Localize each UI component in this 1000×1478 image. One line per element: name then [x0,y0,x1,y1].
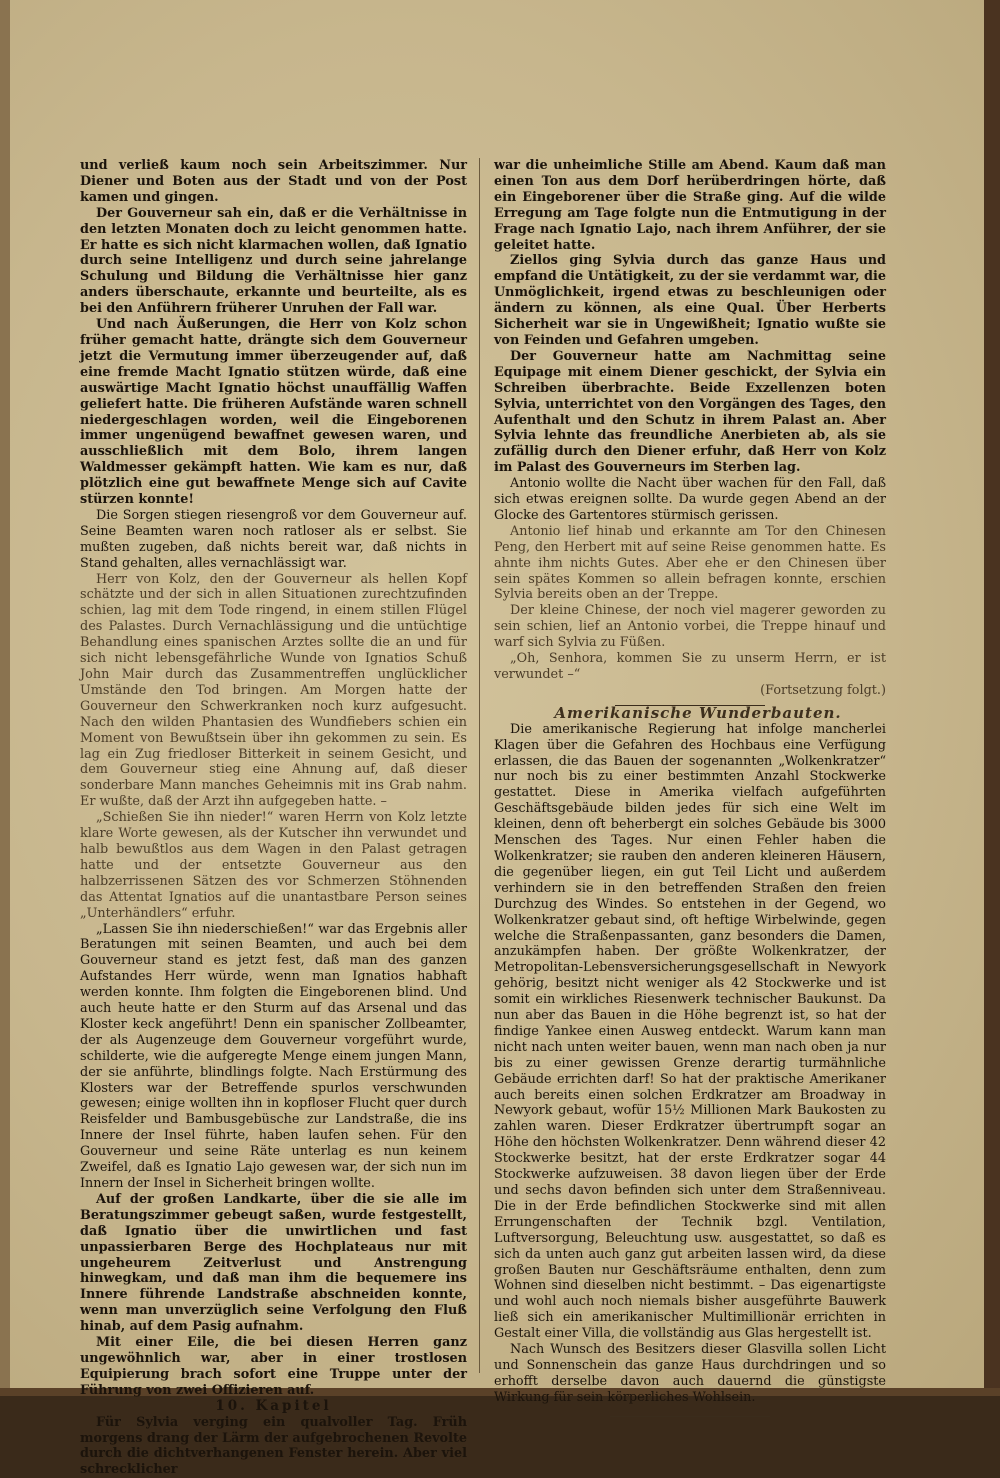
serial-paragraph: Antonio lief hinab und erkannte am Tor den Chinesen Peng, den Herbert mit auf seine Reise genommen hatte. Es ahnte ihm nichts Gutes. Aber ehe er den Chinesen über sein spätes Kommen so allein befragen konnte, erschien Sylvia bereits oben an der Treppe. [494,523,886,603]
left-column [80,158,467,1478]
chapter-opening-paragraph: Für Sylvia verging ein qualvoller Tag. Früh morgens drang der Lärm der aufgebrochenen Revolte durch die dichtverhangenen Fenster herein. Aber viel schrecklicher [80,1414,467,1478]
article-title: Amerikanische Wunderbauten. [554,703,842,722]
chapter-heading: 10. Kapitel [215,1397,332,1414]
serial-paragraph: Der Gouverneur hatte am Nachmittag seine Equipage mit einem Diener geschickt, der Sylvia ein Schreiben überbrachte. Beide Exzellenzen boten Sylvia, unterrichtet von den Vorgängen des Tages, den Aufenthalt und den Schutz in ihrem Palast an. Aber Sylvia lehnte das freundliche Anerbieten ab, als sie zufällig durch den Diener erfuhr, daß Herr von Kolz im Palast des Gouverneurs im Sterben lag. [494,348,886,476]
serial-paragraph: war die unheimliche Stille am Abend. Kaum daß man einen Ton aus dem Dorf herüberdringen hörte, daß ein Eingeborener über die Straße ging. Auf die wilde Erregung am Tage folgte nun die Entmutigung in der Frage nach Ignatio Lajo, nach ihrem Anführer, der sie geleitet hatte. [494,158,886,253]
continuation-note: (Fortsetzung folgt.) [760,682,886,698]
serial-paragraph: „Oh, Senhora, kommen Sie zu unserm Herrn, er ist verwundet –“ [494,651,886,682]
page-left-edge [0,0,10,1396]
page-right-edge [984,0,1000,1396]
serial-paragraph: Und nach Äußerungen, die Herr von Kolz schon früher gemacht hatte, drängte sich dem Gouverneur jetzt die Vermutung immer überzeugender auf, daß eine fremde Macht Ignatio stützen würde, daß eine auswärtige Macht Ignatio höchst unauffällig Waffen geliefert hatte. Die früheren Aufstände waren schnell niedergeschlagen worden, weil die Eingeborenen immer ungenügend bewaffnet gewesen waren, und ausschließlich mit dem Bolo, ihrem langen Waldmesser gekämpft hatten. Wie kam es nur, daß plötzlich eine gut bewaffnete Menge sich auf Cavite stürzen konnte! [80,317,467,508]
serial-paragraph: Auf der großen Landkarte, über die sie alle im Beratungszimmer gebeugt saßen, wurde festgestellt, daß Ignatio über die unwirtlichen und fast unpassierbaren Berge des Hochplateaus nur mit ungeheurem Zeitverlust und Anstrengung hinwegkam, und daß man ihm die bequemere ins Innere führende Landstraße abschneiden konnte, wenn man unverzüglich seine Verfolgung den Fluß hinab, auf dem Pasig aufnahm. [80,1191,467,1335]
serial-paragraph: Der kleine Chinese, der noch viel magerer geworden zu sein schien, lief an Antonio vorbei, die Treppe hinauf und warf sich Sylvia zu Füßen. [494,603,886,651]
right-column [494,158,886,1417]
article-paragraph: Nach Wunsch des Besitzers dieser Glasvilla sollen Licht und Sonnenschein das ganze Haus durchdringen und so erhofft derselbe davon auch dauernd die günstigste Wirkung für sein körperliches Wohlsein. [494,1342,886,1405]
serial-paragraph: „Lassen Sie ihn niederschießen!“ war das Ergebnis aller Beratungen mit seinen Beamten, und auch bei dem Gouverneur stand es jetzt fest, daß man des ganzen Aufstandes Herr würde, wenn man Ignatios habhaft werden konnte. Ihm folgten die Eingeborenen blind. Und auch heute hatte er den Sturm auf das Arsenal und das Kloster keck angeführt! Denn ein spanischer Zollbeamter, der als Augenzeuge dem Gouverneur vorgeführt wurde, schilderte, wie die aufgeregte Menge einem jungen Mann, der sie anführte, blindlings folgte. Nach Erstürmung des Klosters war der Betreffende spurlos verschwunden gewesen; einige wollten ihn in kopfloser Flucht quer durch Reisfelder und Bambusgebüsche zur Landstraße, die ins Innere der Insel führte, haben laufen sehen. Für den Gouverneur und seine Räte unterlag es nun keinem Zweifel, daß es Ignatio Lajo gewesen war, der sich nun im Innern der Insel in Sicherheit bringen wollte. [80,921,467,1191]
serial-paragraph: und verließ kaum noch sein Arbeitszimmer. Nur Diener und Boten aus der Stadt und von der Post kamen und gingen. [80,158,467,205]
serial-paragraph: Antonio wollte die Nacht über wachen für den Fall, daß sich etwas ereignen sollte. Da wurde gegen Abend an der Glocke des Gartentores stürmisch gerissen. [494,476,886,523]
serial-paragraph: Herr von Kolz, den der Gouverneur als hellen Kopf schätzte und der sich in allen Situationen zurechtzufinden schien, lag mit dem Tode ringend, in einem stillen Flügel des Palastes. Durch Vernachlässigung und die untüchtige Behandlung eines spanischen Arztes sollte die an und für sich nicht lebensgefährliche Wunde von Ignatios Schuß John Mair durch das Zusammentreffen unglücklicher Umstände den Tod bringen. Am Morgen hatte der Gouverneur den Schwerkranken noch kurz aufgesucht. Nach den wilden Phantasien des Wundfiebers schien ein Moment von Bewußtsein über ihn gekommen zu sein. Es lag ein Zug friedloser Bitterkeit in seinem Gesicht, und dem Gouverneur stieg eine Ahnung auf, daß dieser sonderbare Mann manches Geheimnis mit ins Grab nahm. Er wußte, daß der Arzt ihn aufgegeben hatte. – [80,571,467,810]
column-divider [479,158,480,1373]
serial-paragraph: Ziellos ging Sylvia durch das ganze Haus und empfand die Untätigkeit, zu der sie verdammt war, die Unmöglichkeit, irgend etwas zu beschleunigen oder ändern zu können, als eine Qual. Über Herberts Sicherheit war sie in Ungewißheit; Ignatio wußte sie von Feinden und Gefahren umgeben. [494,253,886,348]
serial-paragraph: „Schießen Sie ihn nieder!“ waren Herrn von Kolz letzte klare Worte gewesen, als der Kutscher ihn verwundet und halb bewußtlos aus dem Wagen in den Palast getragen hatte und der entsetzte Gouverneur aus den halbzerrissenen Sätzen des vor Schmerzen Stöhnenden das Attentat Ignatios auf die unantastbare Person seines „Unterhändlers“ erfuhr. [80,810,467,921]
article-paragraph: Die amerikanische Regierung hat infolge mancherlei Klagen über die Gefahren des Hochbaus eine Verfügung erlassen, die das Bauen der sogenannten „Wolkenkratzer“ nur noch bis zu einer bestimmten Anzahl Stockwerke gestattet. Diese in Amerika vielfach aufgeführten Geschäftsgebäude bilden jedes für sich eine Welt im kleinen, denn oft beherbergt ein solches Gebäude bis 3000 Menschen des Tages. Nur einen Fehler haben die Wolkenkratzer; sie rauben den anderen kleineren Häusern, die gegenüber liegen, ein gut Teil Licht und außerdem verhindern sie in den betreffenden Straßen den freien Durchzug des Windes. So entstehen in der Gegend, wo Wolkenkratzer gebaut sind, oft heftige Wirbelwinde, gegen welche die Straßenpassanten, ganz besonders die Damen, anzukämpfen haben. Der größte Wolkenkratzer, der Metropolitan-Lebensversicherungsgesellschaft in Newyork gehörig, besitzt nicht weniger als 42 Stockwerke und ist somit ein wirkliches Riesenwerk technischer Baukunst. Da nun aber das Bauen in die Höhe begrenzt ist, so hat der findige Yankee einen Ausweg entdeckt. Warum kann man nicht nach unten weiter bauen, wenn man nach oben ja nur bis zu einer gewissen Grenze derartig turmähnliche Gebäude errichten darf! So hat der praktische Amerikaner auch bereits einen solchen Erdkratzer am Broadway in Newyork gebaut, wofür 15½ Millionen Mark Baukosten zu zahlen waren. Dieser Erdkratzer übertrumpft sogar an Höhe den höchsten Wolkenkratzer. Denn während dieser 42 Stockwerke besitzt, hat der erste Erdkratzer sogar 44 Stockwerke aufzuweisen. 38 davon liegen über der Erde und sechs davon befinden sich unter dem Straßenniveau. Die in der Erde befindlichen Stockwerke sind mit allen Errungenschaften der Technik bzgl. Ventilation, Luftversorgung, Beleuchtung usw. ausgestattet, so daß es sich da unten auch ganz gut arbeiten lassen wird, da diese großen Bauten nur Geschäftsräume enthalten, denn zum Wohnen sind dieselben nicht bestimmt. – Das eigenartigste und wohl auch noch niemals bisher ausgeführte Bauwerk ließ sich ein amerikanischer Multimillionär errichten in Gestalt einer Villa, die vollständig aus Glas hergestellt ist. [494,721,886,1342]
serial-paragraph: Die Sorgen stiegen riesengroß vor dem Gouverneur auf. Seine Beamten waren noch ratloser als er selbst. Sie mußten zugeben, daß nichts bereit war, daß nichts in Stand gehalten, alles vernachlässigt war. [80,507,467,571]
end-rule [610,1416,770,1417]
serial-paragraph: Der Gouverneur sah ein, daß er die Verhältnisse in den letzten Monaten doch zu leicht genommen hatte. Er hatte es sich nicht klarmachen wollen, daß Ignatio durch seine Intelligenz und durch seine jahrelange Schulung und Bildung die Verhältnisse hier ganz anders überschaute, erkannte und beurteilte, als es bei den Anführern früherer Unruhen der Fall war. [80,205,467,317]
serial-paragraph: Mit einer Eile, die bei diesen Herren ganz ungewöhnlich war, aber in einer trostlosen Equipierung brach sofort eine Truppe unter der Führung von zwei Offizieren auf. [80,1335,467,1398]
